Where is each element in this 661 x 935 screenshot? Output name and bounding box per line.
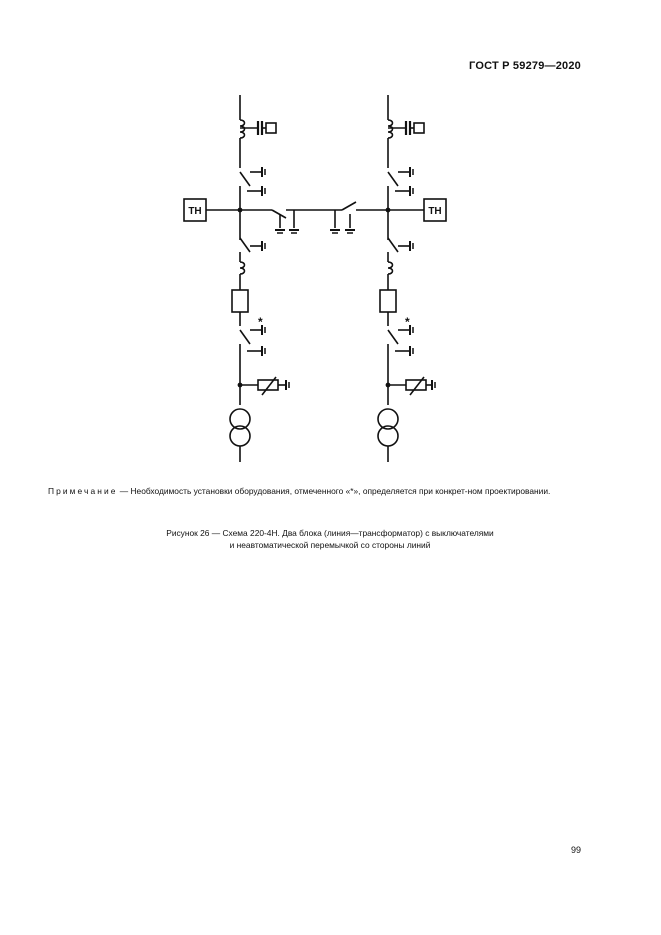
asterisk-left: *	[258, 315, 263, 329]
bridge	[240, 202, 388, 233]
right-disconnector-bottom	[388, 330, 398, 344]
left-coupling-device	[266, 123, 276, 133]
page-number: 99	[570, 845, 581, 855]
left-line-trap-coil	[240, 120, 245, 138]
document-standard-header: ГОСТ Р 59279—2020	[469, 60, 581, 72]
caption-line-2: и неавтоматической перемычкой со стороны линий	[229, 540, 431, 550]
left-chain	[230, 95, 289, 462]
bridge-disconnector-right	[342, 202, 356, 210]
right-chain	[378, 95, 435, 462]
bridge-disconnector-left	[272, 210, 286, 218]
right-coupling-device	[414, 123, 424, 133]
left-ct-coil	[240, 262, 245, 274]
right-disconnector-upper	[388, 172, 398, 186]
left-disconnector-upper	[240, 172, 250, 186]
note-label: Примечание	[48, 486, 118, 496]
figure-note	[48, 485, 582, 498]
note-text: — Необходимость установки оборудования, отмеченного «*», определяется при конкрет-ном проектировании.	[117, 486, 551, 496]
right-ct-coil	[388, 262, 393, 274]
left-disconnector-lower	[240, 238, 250, 252]
right-line-trap-coil	[388, 120, 393, 138]
figure-caption	[80, 527, 580, 551]
vt-label-left: ТН	[188, 206, 202, 217]
left-disconnector-bottom	[240, 330, 250, 344]
caption-line-1: Рисунок 26 — Схема 220-4Н. Два блока (линия—трансформатор) с выключателями	[166, 528, 494, 538]
right-disconnector-lower	[388, 238, 398, 252]
asterisk-right: *	[405, 315, 410, 329]
right-circuit-breaker	[380, 290, 396, 312]
left-circuit-breaker	[232, 290, 248, 312]
vt-label-right: ТН	[428, 206, 442, 217]
